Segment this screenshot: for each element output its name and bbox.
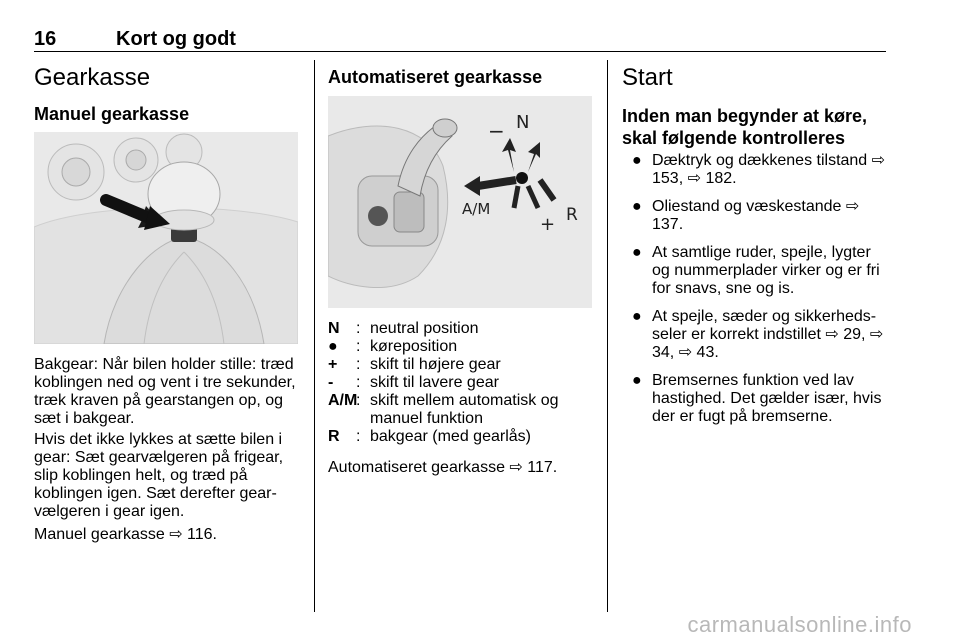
- subsection-heading: Inden man begynder at køre, skal følgende kontrolleres: [622, 106, 868, 148]
- section-heading: Automatiseret gearkasse: [328, 67, 543, 87]
- legend-row: + : skift til højere gear: [328, 356, 501, 373]
- list-item: ● At samtlige ruder, spejle, lygter og nummerplader virker og er fri for snavs, sne og is.: [622, 244, 888, 298]
- manual-gear-lever-illustration: [34, 132, 298, 344]
- figure-label-am: A/M: [462, 200, 491, 218]
- cross-reference: Automatiseret gearkasse ⇨ 117.: [328, 459, 558, 476]
- column-divider: [607, 60, 608, 612]
- list-item: ● Bremsernes funktion ved lav hastighed. Det gælder især, hvis der er fugt på bremserne.: [622, 372, 888, 426]
- legend-row: A/M : skift mellem automatisk og manuel funktion: [328, 392, 559, 427]
- bullet-icon: ●: [632, 372, 642, 389]
- subsection-heading: Manuel gearkasse: [34, 104, 190, 124]
- checklist: [622, 152, 888, 436]
- cross-reference: Manuel gearkasse ⇨ 116.: [34, 526, 217, 543]
- gear-legend: [328, 320, 590, 446]
- bullet-icon: ●: [632, 152, 642, 169]
- automated-gear-lever-illustration: [328, 96, 592, 308]
- page-title: Kort og godt: [116, 28, 236, 50]
- list-item: ● At spejle, sæder og sikkerheds-seler er korrekt indstillet ⇨ 29, ⇨ 34, ⇨ 43.: [622, 308, 888, 362]
- figure-label-n: N: [516, 112, 530, 133]
- page-header: [34, 28, 886, 52]
- figure-label-minus: −: [488, 119, 505, 143]
- legend-row: ● : køreposition: [328, 338, 458, 355]
- section-heading: Start: [622, 64, 673, 91]
- page-number: 16: [34, 28, 57, 50]
- legend-row: R : bakgear (med gearlås): [328, 428, 531, 445]
- bullet-icon: ●: [632, 308, 642, 325]
- paragraph-gear-problem: Hvis det ikke lykkes at sætte bilen i gear: Sæt gearvælgeren på frigear, slip koblingen helt, og træd på koblingen igen. Sæt derefter gear-vælgeren i gear igen.: [34, 431, 284, 520]
- bullet-icon: ●: [632, 244, 642, 261]
- list-item: ● Dæktryk og dækkenes tilstand ⇨ 153, ⇨ 182.: [622, 152, 888, 188]
- legend-row: N : neutral position: [328, 320, 479, 337]
- legend-row: - : skift til lavere gear: [328, 374, 499, 391]
- column-divider: [314, 60, 315, 612]
- figure-label-plus: +: [540, 214, 556, 235]
- list-item: ● Oliestand og væskestande ⇨ 137.: [622, 198, 888, 234]
- figure-label-r: R: [566, 205, 578, 225]
- paragraph-reverse-gear: Bakgear: Når bilen holder stille: træd koblingen ned og vent i tre sekunder, træk kraven på gearstangen op, og sæt i bakgear.: [34, 356, 296, 427]
- section-heading: Gearkasse: [34, 64, 151, 91]
- bullet-icon: ●: [632, 198, 642, 215]
- watermark: carmanualsonline.info: [687, 612, 912, 637]
